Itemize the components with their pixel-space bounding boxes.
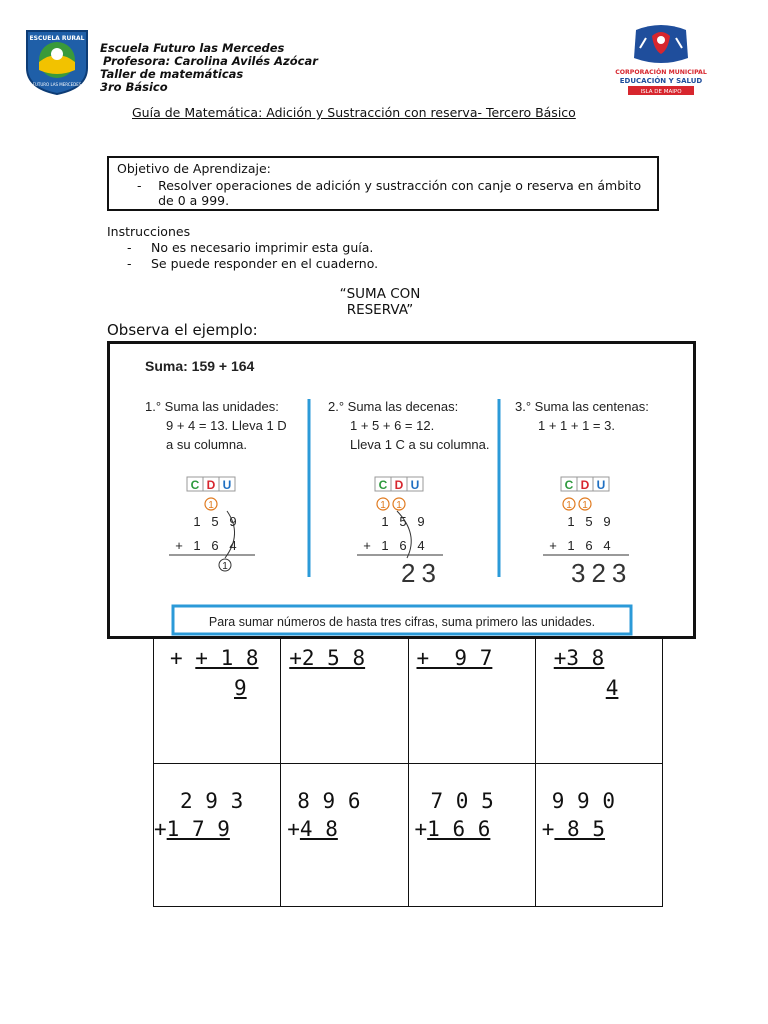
corp-line1: CORPORACIÓN MUNICIPAL — [615, 69, 707, 76]
cdu-label: D — [206, 478, 216, 492]
cdu-label: C — [564, 478, 574, 492]
carry-digit: 1 — [396, 500, 402, 511]
example-figure — [107, 341, 696, 639]
exercise-bottom: 1 6 6 — [427, 817, 491, 841]
step1-line1: 1.° Suma las unidades: — [145, 399, 279, 414]
addend2-digit: 4 — [417, 538, 425, 553]
exercise-cell[interactable]: 9 9 0 + 8 5 — [535, 764, 662, 907]
step2-line1: 2.° Suma las decenas: — [328, 399, 459, 414]
addend2-digit: + — [175, 538, 183, 553]
addend2-digit: 1 — [193, 538, 201, 553]
addend1-digit: 1 — [193, 514, 201, 529]
addend2-digit: 1 — [381, 538, 389, 553]
exercise-cell[interactable]: 8 9 6 +4 8 — [281, 764, 408, 907]
step1-line2: 9 + 4 = 13. Lleva 1 D — [166, 418, 287, 433]
addend2-digit: + — [549, 538, 557, 553]
school-name: Escuela Futuro las Mercedes — [100, 41, 285, 55]
exercise-cell[interactable] — [408, 639, 535, 764]
exercise-cell[interactable] — [281, 639, 408, 764]
cdu-label: D — [394, 478, 404, 492]
cdu-label: C — [190, 478, 200, 492]
exercise-cell[interactable]: + + 1 8 9 — [154, 639, 281, 764]
carry-digit: 1 — [208, 500, 214, 511]
exercise-line: + 9 7 — [416, 646, 493, 670]
exercise-bottom: 1 7 9 — [166, 817, 230, 841]
cdu-label: U — [222, 478, 232, 492]
step1-line3: a su columna. — [166, 437, 247, 452]
exercise-top: 2 9 3 — [180, 789, 244, 813]
section-title: “SUMA CON RESERVA” — [339, 286, 421, 318]
cdu-label: U — [596, 478, 606, 492]
step3-line2: 1 + 1 + 1 = 3. — [538, 418, 615, 433]
addend1-digit: 9 — [229, 514, 237, 529]
objective-item: - Resolver operaciones de adición y sustracción con canje o reserva en ámbito de 0 a 999. — [137, 178, 649, 208]
instruction-item: - Se puede responder en el cuaderno. — [127, 256, 379, 271]
exercise-top: 8 9 6 — [297, 789, 361, 813]
exercise-top: 9 9 0 — [551, 789, 615, 813]
cdu-label: U — [410, 478, 420, 492]
workshop-name: Taller de matemáticas — [100, 67, 244, 81]
addend2-digit: 6 — [211, 538, 219, 553]
exercise-bottom: 4 8 — [299, 817, 338, 841]
grade-name: 3ro Básico — [100, 80, 168, 94]
corp-line2: EDUCACIÓN Y SALUD — [619, 77, 703, 85]
instructions — [107, 224, 378, 272]
step3-line1: 3.° Suma las centenas: — [515, 399, 649, 414]
step3-result: 323 — [571, 558, 633, 588]
exercise-line: +3 8 — [553, 646, 605, 670]
addend1-digit: 9 — [603, 514, 611, 529]
objective-text: Resolver operaciones de adición y sustracción con canje o reserva en ámbito de 0 a 999. — [158, 178, 642, 208]
exercise-line: 4 — [605, 676, 619, 700]
exercise-cell[interactable]: 2 9 3 +1 7 9 — [154, 764, 281, 907]
exercise-cell[interactable]: 7 0 5 +1 6 6 — [408, 764, 535, 907]
school-logo — [22, 26, 92, 96]
exercise-top: 7 0 5 — [430, 789, 494, 813]
addend1-digit: 1 — [567, 514, 575, 529]
exercises-table — [153, 638, 663, 907]
carry-digit: 1 — [582, 500, 588, 511]
exercise-cell[interactable] — [535, 639, 662, 764]
step2-result: 23 — [401, 558, 442, 588]
exercise-bottom: 8 5 — [554, 817, 605, 841]
corp-line3: ISLA DE MAIPO — [640, 89, 682, 95]
addend2-digit: + — [363, 538, 371, 553]
addend1-digit: 5 — [211, 514, 219, 529]
logo-bottom-text: FUTURO LAS MERCEDES — [32, 82, 82, 87]
addend2-digit: 1 — [567, 538, 575, 553]
guide-title: Guía de Matemática: Adición y Sustracción con reserva- Tercero Básico — [132, 105, 576, 120]
addend1-digit: 5 — [585, 514, 593, 529]
instructions-heading: Instrucciones — [107, 224, 191, 239]
exercise-line: 9 — [234, 676, 247, 700]
objective-box — [107, 156, 659, 211]
step2-line2: 1 + 5 + 6 = 12. — [350, 418, 435, 433]
logo-top-text: ESCUELA RURAL — [29, 35, 85, 42]
addend1-digit: 1 — [381, 514, 389, 529]
corporation-logo — [606, 22, 716, 100]
cdu-label: D — [580, 478, 590, 492]
instruction-item: - No es necesario imprimir esta guía. — [127, 240, 374, 255]
addend1-digit: 9 — [417, 514, 425, 529]
exercise-line: +2 5 8 — [289, 646, 366, 670]
addend2-digit: 4 — [229, 538, 237, 553]
addend2-digit: 6 — [585, 538, 593, 553]
observe-label: Observa el ejemplo: — [107, 321, 258, 339]
carry-digit: 1 — [566, 500, 572, 511]
teacher-name: Profesora: Carolina Avilés Azócar — [103, 54, 318, 68]
cdu-label: C — [378, 478, 388, 492]
example-title: Suma: 159 + 164 — [145, 358, 255, 374]
step2-line3: Lleva 1 C a su columna. — [350, 437, 490, 452]
objective-heading: Objetivo de Aprendizaje: — [117, 161, 271, 176]
note-text: Para sumar números de hasta tres cifras, suma primero las unidades. — [208, 615, 596, 629]
carry-digit: 1 — [380, 500, 386, 511]
school-info — [100, 42, 318, 94]
result-circle-digit: 1 — [222, 561, 228, 572]
exercise-line: + 1 8 — [195, 646, 259, 670]
addend2-digit: 6 — [399, 538, 407, 553]
addend2-digit: 4 — [603, 538, 611, 553]
addend1-digit: 5 — [399, 514, 407, 529]
